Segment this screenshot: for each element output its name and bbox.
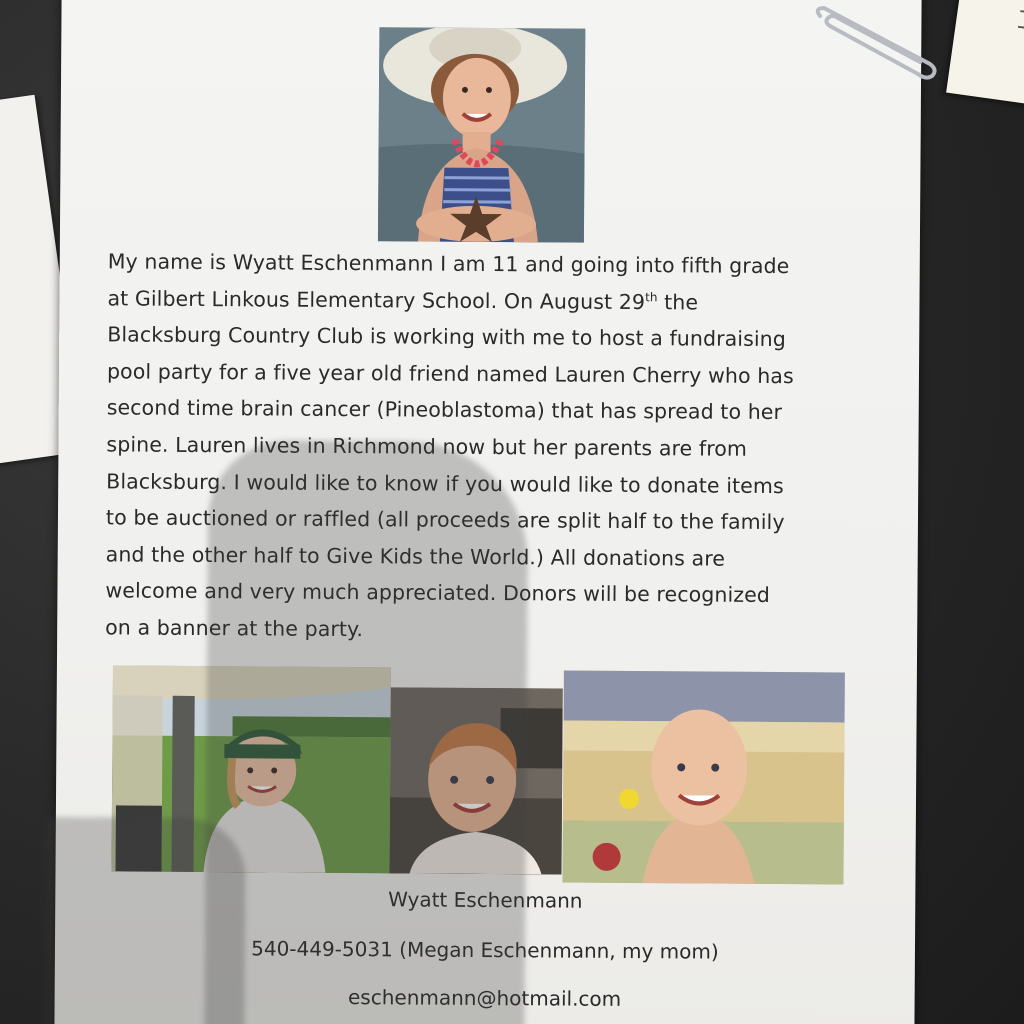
paragraph-line-1: My name is Wyatt Eschenmann I am 11 and going into fifth grade — [107, 249, 790, 279]
side-paper-right — [946, 0, 1024, 106]
girl-with-starfish-illustration — [378, 27, 585, 242]
arm-shadow — [44, 817, 246, 1024]
paragraph-line-6: spine. Lauren lives in Richmond now but her parents are from — [106, 432, 748, 461]
hand-shadow — [204, 440, 528, 1024]
paragraph-line-2-tail: the — [657, 289, 699, 315]
paragraph-line-4: pool party for a five year old friend named Lauren Cherry who has — [106, 359, 794, 388]
signature-email: eschenmann@hotmail.com — [347, 985, 622, 1011]
girl-with-starfish-photo — [378, 27, 585, 242]
paragraph-line-3: Blacksburg Country Club is working with me to host a fundraising — [107, 322, 787, 352]
paragraph-line-2-text: at Gilbert Linkous Elementary School. On August 29 — [107, 285, 646, 314]
fundraiser-flyer — [54, 0, 921, 1024]
date-superscript: th — [645, 289, 658, 304]
paragraph-line-10: welcome and very much appreciated. Donors will be recognized — [105, 578, 771, 608]
bath-illustration — [562, 671, 844, 885]
paragraph-line-2 — [107, 280, 867, 322]
paragraph-line-11: on a banner at the party. — [105, 615, 364, 642]
paragraph-line-8: to be auctioned or raffled (all proceeds are split half to the family — [105, 505, 785, 535]
signature-name: Wyatt Eschenmann — [388, 887, 583, 913]
paragraph-line-5: second time brain cancer (Pineoblastoma) that has spread to her — [106, 395, 783, 425]
paragraph-line-9: and the other half to Give Kids the World.) All donations are — [105, 542, 726, 571]
paragraph-line-7: Blacksburg. I would like to know if you would like to donate items — [106, 468, 784, 498]
handwritten-mark — [1018, 10, 1024, 29]
signature-phone: 540-449-5031 (Megan Eschenmann, my mom) — [251, 936, 719, 964]
paperclip-icon — [812, 2, 942, 82]
bald-child-in-bath-photo — [562, 671, 844, 885]
